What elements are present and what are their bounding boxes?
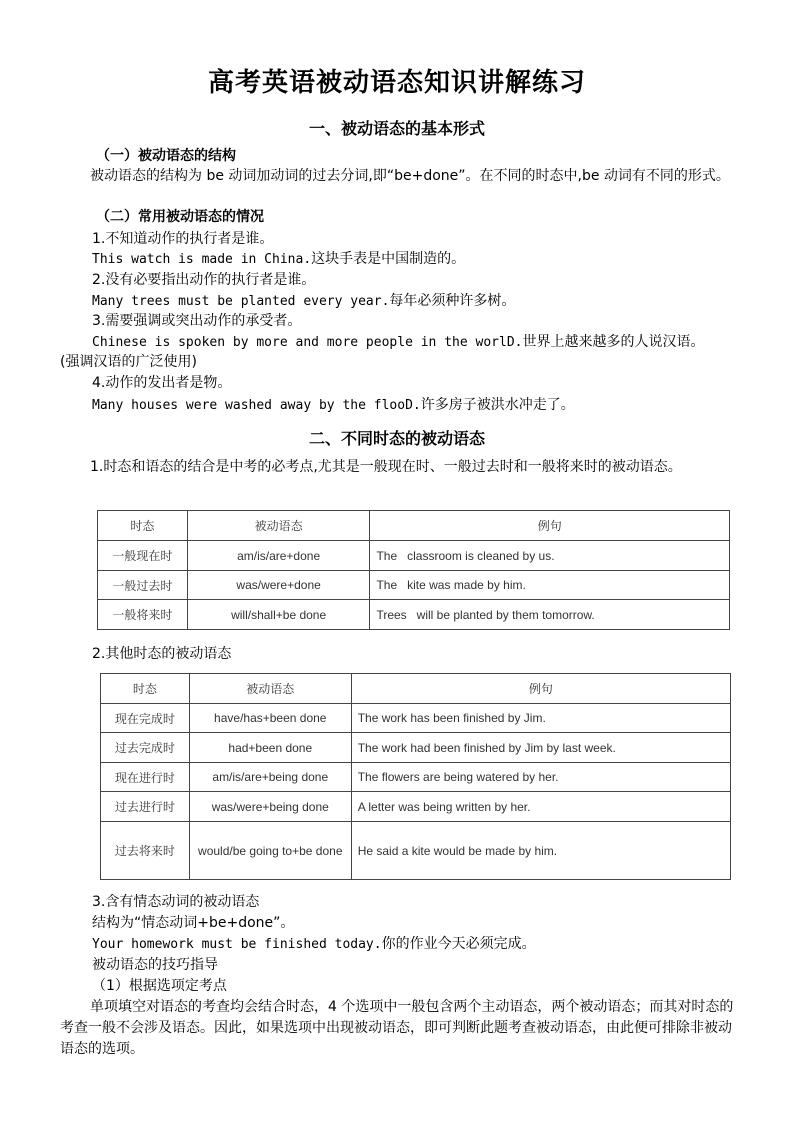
item1-en: This watch is made in China.: [92, 252, 312, 267]
table-cell-example: Trees will be planted by them tomorrow.: [370, 600, 730, 630]
table-cell-example: The work had been finished by Jim by last week.: [351, 733, 730, 763]
item2-en: Many trees must be planted every year.: [92, 294, 390, 309]
table-cell-example: A letter was being written by her.: [351, 792, 730, 822]
table-cell-tense: 一般现在时: [98, 541, 188, 571]
table-header-cell: 例句: [351, 674, 730, 704]
section1-sub2: （二）常用被动语态的情况: [96, 209, 264, 225]
table-cell-tense: 过去完成时: [101, 733, 190, 763]
section2-heading: 二、不同时态的被动语态: [308, 429, 485, 448]
table-cell-tense: 现在进行时: [101, 763, 190, 792]
table-row: [98, 571, 730, 600]
table-header-cell: 时态: [101, 674, 190, 704]
table-cell-example: The classroom is cleaned by us.: [370, 541, 730, 571]
table-header-cell: 时态: [98, 511, 188, 541]
table-row: [101, 733, 731, 763]
table-cell-tense: 过去将来时: [101, 822, 190, 880]
table-row: [98, 541, 730, 571]
table-row: [101, 763, 731, 792]
table-cell-form: had+been done: [189, 733, 351, 763]
section2-sub3: 3.含有情态动词的被动语态: [92, 894, 260, 910]
item1-cn: 1.不知道动作的执行者是谁。: [92, 231, 274, 247]
table-cell-form: was/were+being done: [189, 792, 351, 822]
section1-heading: 一、被动语态的基本形式: [308, 119, 485, 138]
item2-cn: 2.没有必要指出动作的执行者是谁。: [92, 272, 316, 288]
tips-text: 单项填空对语态的考查均会结合时态，4 个选项中一般包含两个主动语态，两个被动语态；而其对时态的考查一般不会涉及语态。因此，如果选项中出现被动语态，即可判断此题考查被动语态，由此便可排除非被动语态的选项。: [60, 999, 734, 1057]
item3-example: [92, 332, 704, 353]
table-cell-form: have/has+been done: [189, 704, 351, 733]
section2-intro: 1.时态和语态的结合是中考的必考点,尤其是一般现在时、一般过去时和一般将来时的被动语态。: [90, 459, 682, 475]
table-cell-form: will/shall+be done: [187, 600, 370, 630]
item4-cn: 4.动作的发出者是物。: [92, 375, 232, 391]
table-header-cell: 例句: [370, 511, 730, 541]
item4-en-cn: 许多房子被洪水冲走了。: [420, 397, 575, 413]
item2-en-cn: 每年必须种许多树。: [389, 293, 516, 309]
table-cell-form: would/be going to+be done: [189, 822, 351, 880]
section2-sub3-example: [92, 934, 536, 955]
item4-en: Many houses were washed away by the flooD.: [92, 398, 421, 413]
section2-sub2: 2.其他时态的被动语态: [92, 646, 232, 662]
table-cell-example: The flowers are being watered by her.: [351, 763, 730, 792]
table-cell-example: The work has been finished by Jim.: [351, 704, 730, 733]
item1-en-cn: 这块手表是中国制造的。: [311, 251, 466, 267]
item3-note: (强调汉语的广泛使用): [60, 354, 197, 370]
item3-en-cn: 世界上越来越多的人说汉语。: [522, 334, 705, 350]
table-cell-form: was/were+done: [187, 571, 370, 600]
table-header-row: [98, 511, 730, 541]
sub3-en-cn: 你的作业今天必须完成。: [381, 936, 536, 952]
table-cell-example: He said a kite would be made by him.: [351, 822, 730, 880]
table-cell-tense: 过去进行时: [101, 792, 190, 822]
section2-sub3-structure: 结构为“情态动词+be+done”。: [92, 915, 295, 931]
tense-table-basic: [97, 510, 730, 630]
item3-en: Chinese is spoken by more and more people in the worlD.: [92, 335, 523, 350]
item2-example: [92, 291, 515, 312]
table-cell-tense: 现在完成时: [101, 704, 190, 733]
table-row: [101, 792, 731, 822]
table-header-row: [101, 674, 731, 704]
section1-sub1: （一）被动语态的结构: [96, 148, 236, 164]
document-title: 高考英语被动语态知识讲解练习: [207, 68, 586, 98]
table-cell-form: am/is/are+being done: [189, 763, 351, 792]
table-cell-tense: 一般过去时: [98, 571, 188, 600]
item3-cn: 3.需要强调或突出动作的承受者。: [92, 313, 302, 329]
item1-example: [92, 249, 465, 270]
table-header-cell: 被动语态: [189, 674, 351, 704]
table-row: [101, 822, 731, 880]
table-cell-tense: 一般将来时: [98, 600, 188, 630]
section1-sub1-text: 被动语态的结构为 be 动词加动词的过去分词,即“be+done”。在不同的时态中,be 动词有不同的形式。: [90, 168, 730, 184]
table-cell-example: The kite was made by him.: [370, 571, 730, 600]
table-row: [101, 704, 731, 733]
tips-subtitle: （1）根据选项定考点: [92, 978, 227, 994]
table-cell-form: am/is/are+done: [187, 541, 370, 571]
sub3-en: Your homework must be finished today.: [92, 937, 382, 952]
tense-table-other: [100, 673, 731, 880]
table-row: [98, 600, 730, 630]
item4-example: [92, 395, 575, 416]
tips-title: 被动语态的技巧指导: [92, 957, 218, 973]
table-header-cell: 被动语态: [187, 511, 370, 541]
